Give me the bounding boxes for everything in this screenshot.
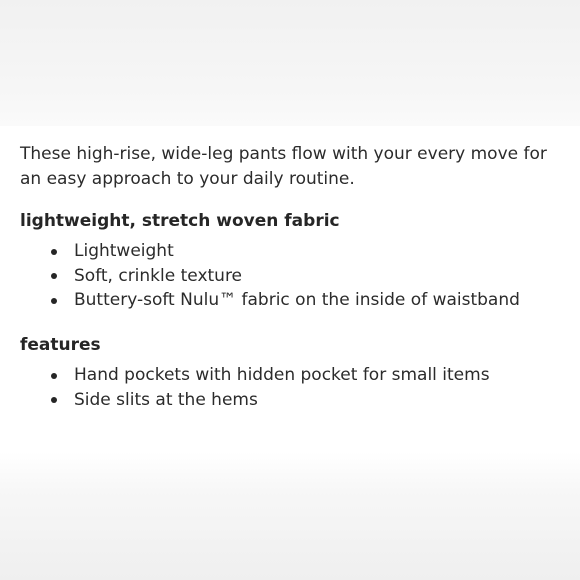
fabric-bullet-list [0,239,520,313]
list-item-text: Soft, crinkle texture [74,265,243,286]
list-item [0,288,520,313]
list-item-text: Buttery-soft Nulu™ fabric on the inside of waistband [74,290,520,310]
features-section-heading: features [20,335,101,355]
list-item-text: Side slits at the hems [74,389,258,410]
list-item [0,388,490,413]
features-bullet-list [0,363,490,412]
list-item-text: Hand pockets with hidden pocket for small items [74,365,490,385]
bottom-blurred-area [0,452,580,580]
top-blurred-area [0,0,580,126]
product-description-panel [0,126,580,452]
list-item-text: Lightweight [74,241,174,261]
bullet-icon [51,249,57,255]
fabric-section-heading: lightweight, stretch woven fabric [20,211,340,231]
bullet-icon [51,373,57,379]
bullet-icon [51,298,57,304]
bullet-icon [51,397,57,403]
list-item [0,363,490,388]
list-item [0,239,520,264]
list-item [0,264,520,289]
intro-paragraph: These high-rise, wide-leg pants flow with your every move for an easy approach to your daily routine. [20,144,547,189]
bullet-icon [51,273,57,279]
